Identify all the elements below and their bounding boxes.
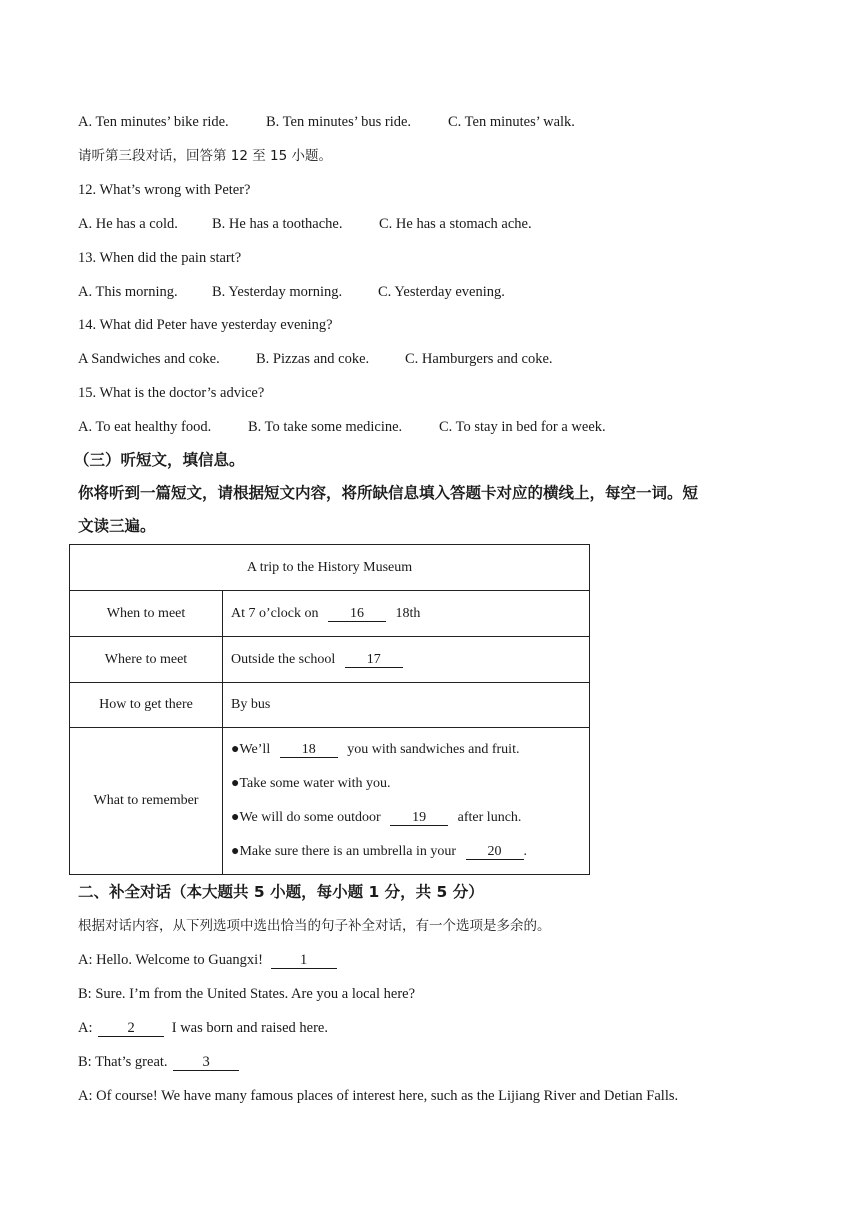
- question-15: 15. What is the doctor’s advice?: [78, 385, 265, 401]
- dialog-line-4-prefix: B: That’s great.: [78, 1054, 168, 1070]
- answer-blank-19: 19: [390, 810, 448, 826]
- reminder-1-suffix: you with sandwiches and fruit.: [347, 742, 520, 757]
- dialog-blank-1: 1: [271, 953, 337, 969]
- q11-options: [78, 113, 575, 131]
- reminder-3-suffix: after lunch.: [457, 810, 522, 825]
- option-b: B. He has a toothache.: [212, 216, 343, 232]
- option-a: A. He has a cold.: [78, 216, 178, 232]
- part3-instruction-line2: 文读三遍。: [78, 517, 156, 535]
- option-b: B. Ten minutes’ bus ride.: [266, 114, 412, 130]
- dialog-line-4: [78, 1053, 239, 1071]
- reminder-1: [231, 733, 581, 767]
- question-13: 13. When did the pain start?: [78, 250, 242, 266]
- part2-heading: 二、补全对话（本大题共 5 小题，每小题 1 分，共 5 分）: [78, 883, 484, 901]
- q12-options: [78, 215, 532, 233]
- reminder-2: ●Take some water with you.: [231, 776, 391, 791]
- reminder-4: [231, 835, 581, 869]
- q13-options: [78, 283, 505, 301]
- dialog-line-3: [78, 1019, 328, 1037]
- dialog-line-3-suffix: I was born and raised here.: [171, 1020, 328, 1036]
- dialog-line-2: B: Sure. I’m from the United States. Are you a local here?: [78, 986, 416, 1002]
- reminder-3: [231, 801, 581, 835]
- answer-blank-17: 17: [345, 652, 403, 668]
- reminder-4-suffix: .: [523, 844, 527, 859]
- trip-info-table: [69, 544, 590, 875]
- answer-blank-20: 20: [466, 844, 524, 860]
- part3-instruction-line1: 你将听到一篇短文，请根据短文内容，将所缺信息填入答题卡对应的横线上，每空一词。短: [78, 484, 699, 502]
- question-12: 12. What’s wrong with Peter?: [78, 182, 251, 198]
- option-c: C. Yesterday evening.: [378, 284, 505, 300]
- q14-options: [78, 350, 553, 368]
- option-a: A. To eat healthy food.: [78, 419, 212, 435]
- option-c: C. Ten minutes’ walk.: [448, 114, 575, 130]
- remember-label: What to remember: [70, 728, 223, 875]
- dialog-line-1-text: A: Hello. Welcome to Guangxi!: [78, 952, 264, 968]
- option-c: C. He has a stomach ache.: [379, 216, 532, 232]
- how-label: How to get there: [70, 683, 223, 728]
- reminder-3-prefix: ●We will do some outdoor: [231, 810, 381, 825]
- answer-blank-18: 18: [280, 742, 338, 758]
- where-label: Where to meet: [70, 637, 223, 683]
- question-14: 14. What did Peter have yesterday evening?: [78, 317, 333, 333]
- where-prefix: Outside the school: [231, 651, 336, 667]
- option-b: B. Yesterday morning.: [212, 284, 343, 300]
- answer-blank-16: 16: [328, 606, 386, 622]
- section3-instruction: 请听第三段对话，回答第 12 至 15 小题。: [78, 148, 333, 164]
- dialog-line-1: [78, 951, 337, 969]
- option-a: A. This morning.: [78, 284, 178, 300]
- dialog-blank-2: 2: [98, 1021, 164, 1037]
- option-b: B. To take some medicine.: [248, 419, 403, 435]
- table-title: A trip to the History Museum: [70, 545, 590, 591]
- option-a: A. Ten minutes’ bike ride.: [78, 114, 229, 130]
- reminder-4-prefix: ●Make sure there is an umbrella in your: [231, 844, 456, 859]
- reminder-1-prefix: ●We’ll: [231, 742, 271, 757]
- dialog-line-3-prefix: A:: [78, 1020, 93, 1036]
- option-c: C. Hamburgers and coke.: [405, 351, 553, 367]
- option-b: B. Pizzas and coke.: [256, 351, 370, 367]
- when-cell: [223, 591, 590, 637]
- part2-instruction: 根据对话内容，从下列选项中选出恰当的句子补全对话，有一个选项是多余的。: [78, 918, 551, 934]
- where-cell: [223, 637, 590, 683]
- part3-heading: （三）听短文，填信息。: [74, 451, 245, 469]
- option-a: A Sandwiches and coke.: [78, 351, 220, 367]
- when-prefix: At 7 o’clock on: [231, 605, 319, 621]
- option-c: C. To stay in bed for a week.: [439, 419, 606, 435]
- when-suffix: 18th: [395, 605, 421, 621]
- when-label: When to meet: [70, 591, 223, 637]
- remember-cell: [223, 728, 590, 875]
- q15-options: [78, 418, 606, 436]
- dialog-blank-3: 3: [173, 1055, 239, 1071]
- dialog-line-5: A: Of course! We have many famous places of interest here, such as the Lijiang River and Detian Falls.: [78, 1088, 679, 1104]
- how-value: By bus: [223, 683, 590, 728]
